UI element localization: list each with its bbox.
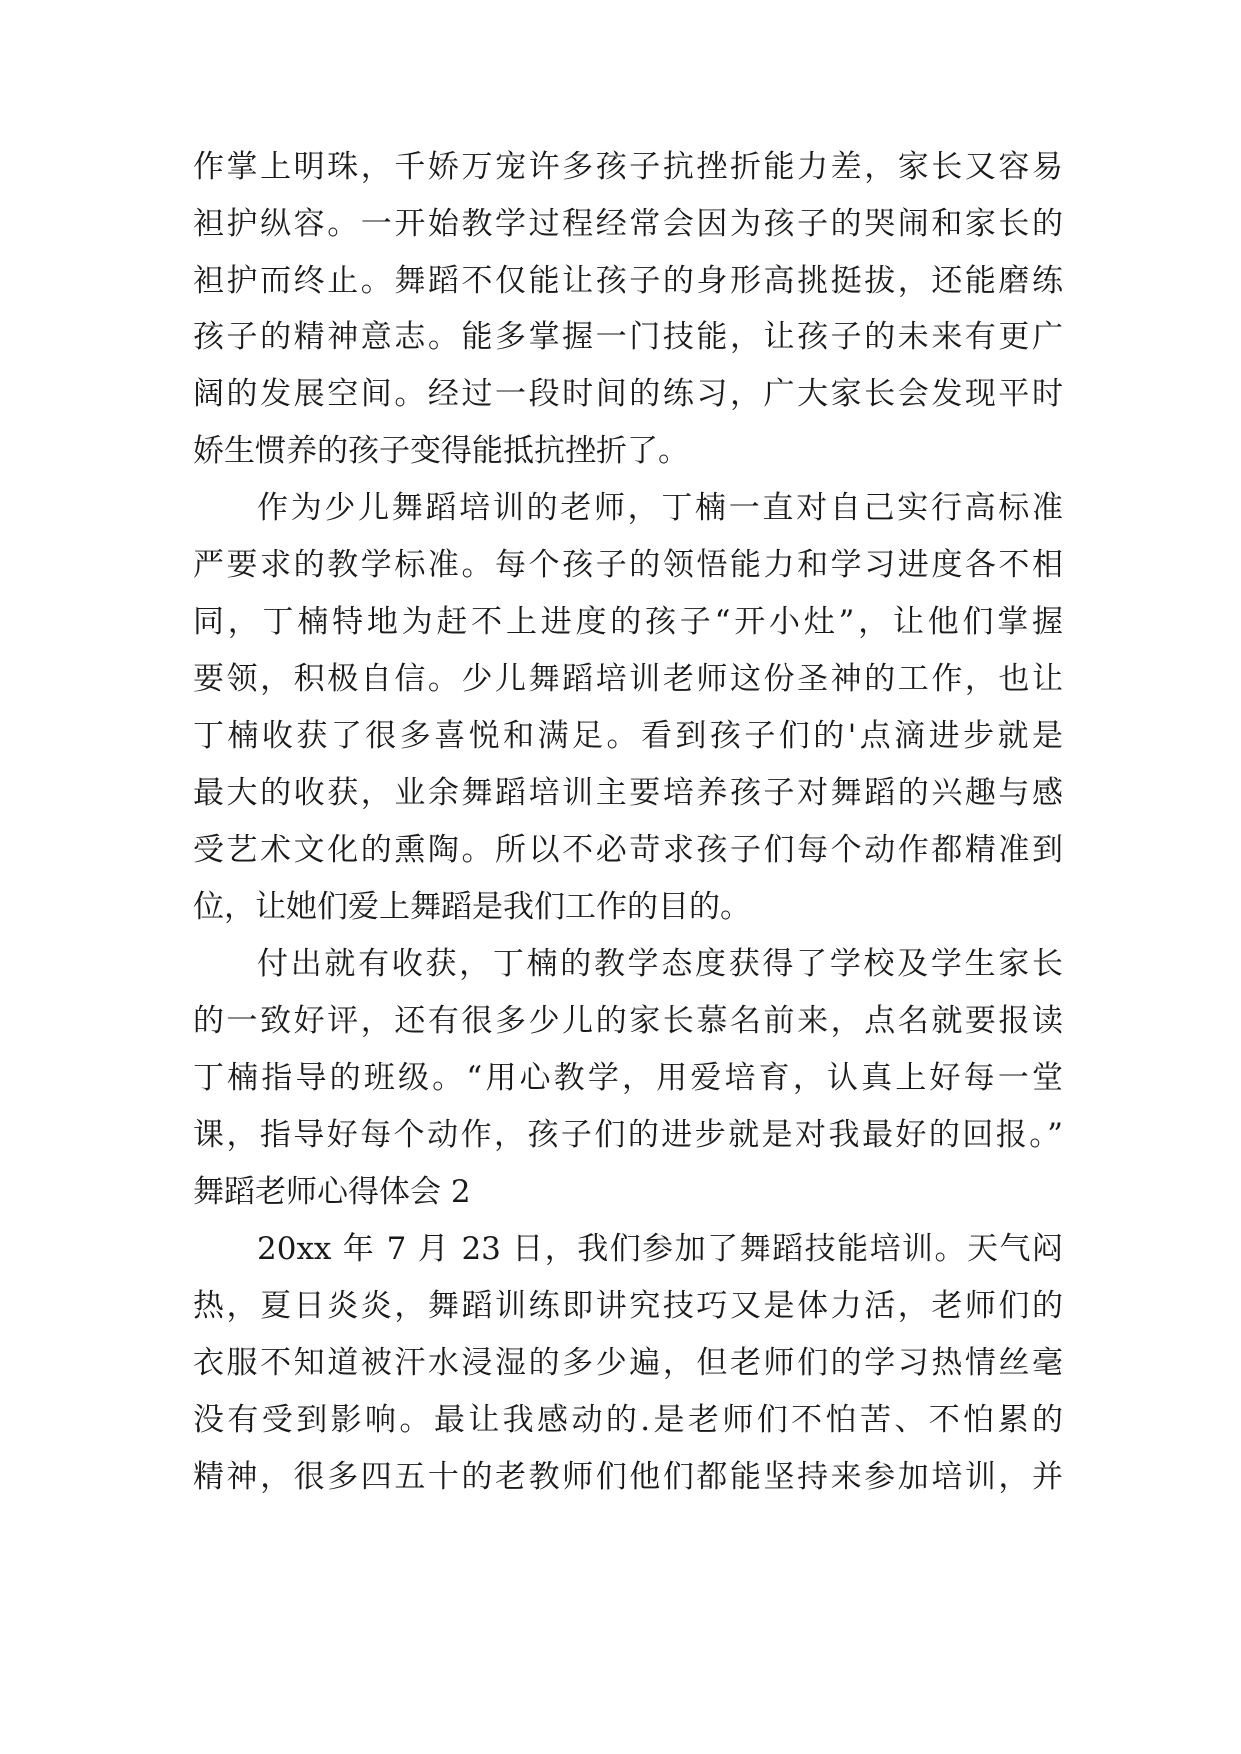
text-line: 的一致好评，还有很多少儿的家长慕名前来，点名就要报读	[193, 1003, 1063, 1039]
text-line: 作为少儿舞蹈培训的老师，丁楠一直对自己实行高标准	[257, 490, 1063, 526]
text-line: 阔的发展空间。经过一段时间的练习，广大家长会发现平时	[193, 376, 1063, 412]
text-line: 袒护而终止。舞蹈不仅能让孩子的身形高挑挺拔，还能磨练	[193, 263, 1063, 299]
text-line: 位，让她们爱上舞蹈是我们工作的目的。	[193, 889, 751, 925]
text-line: 热，夏日炎炎，舞蹈训练即讲究技巧又是体力活，老师们的	[193, 1288, 1063, 1324]
text-line: 20xx 年 7 月 23 日，我们参加了舞蹈技能培训。天气闷	[257, 1231, 1063, 1267]
text-line: 衣服不知道被汗水浸湿的多少遍，但老师们的学习热情丝毫	[193, 1345, 1063, 1381]
text-line: 娇生惯养的孩子变得能抵抗挫折了。	[193, 433, 689, 469]
text-line: 同，丁楠特地为赶不上进度的孩子“开小灶”，让他们掌握	[193, 604, 1063, 640]
text-line: 付出就有收获，丁楠的教学态度获得了学校及学生家长	[257, 946, 1063, 982]
text-line: 严要求的教学标准。每个孩子的领悟能力和学习进度各不相	[193, 547, 1063, 583]
text-line: 作掌上明珠，千娇万宠许多孩子抗挫折能力差，家长又容易	[193, 149, 1063, 185]
section-heading: 舞蹈老师心得体会 2	[193, 1174, 471, 1210]
text-line: 精神，很多四五十的老教师们他们都能坚持来参加培训，并	[193, 1459, 1063, 1495]
text-line: 没有受到影响。最让我感动的.是老师们不怕苦、不怕累的	[193, 1402, 1063, 1438]
text-line: 丁楠指导的班级。“用心教学，用爱培育，认真上好每一堂	[193, 1060, 1063, 1096]
text-line: 要领，积极自信。少儿舞蹈培训老师这份圣神的工作，也让	[193, 661, 1063, 697]
text-line: 课，指导好每个动作，孩子们的进步就是对我最好的回报。”	[193, 1117, 1063, 1153]
text-line: 孩子的精神意志。能多掌握一门技能，让孩子的未来有更广	[193, 319, 1063, 355]
text-line: 受艺术文化的熏陶。所以不必苛求孩子们每个动作都精准到	[193, 832, 1063, 868]
text-line: 最大的收获，业余舞蹈培训主要培养孩子对舞蹈的兴趣与感	[193, 775, 1063, 811]
text-line: 丁楠收获了很多喜悦和满足。看到孩子们的'点滴进步就是	[193, 718, 1063, 754]
text-line: 袒护纵容。一开始教学过程经常会因为孩子的哭闹和家长的	[193, 206, 1063, 242]
